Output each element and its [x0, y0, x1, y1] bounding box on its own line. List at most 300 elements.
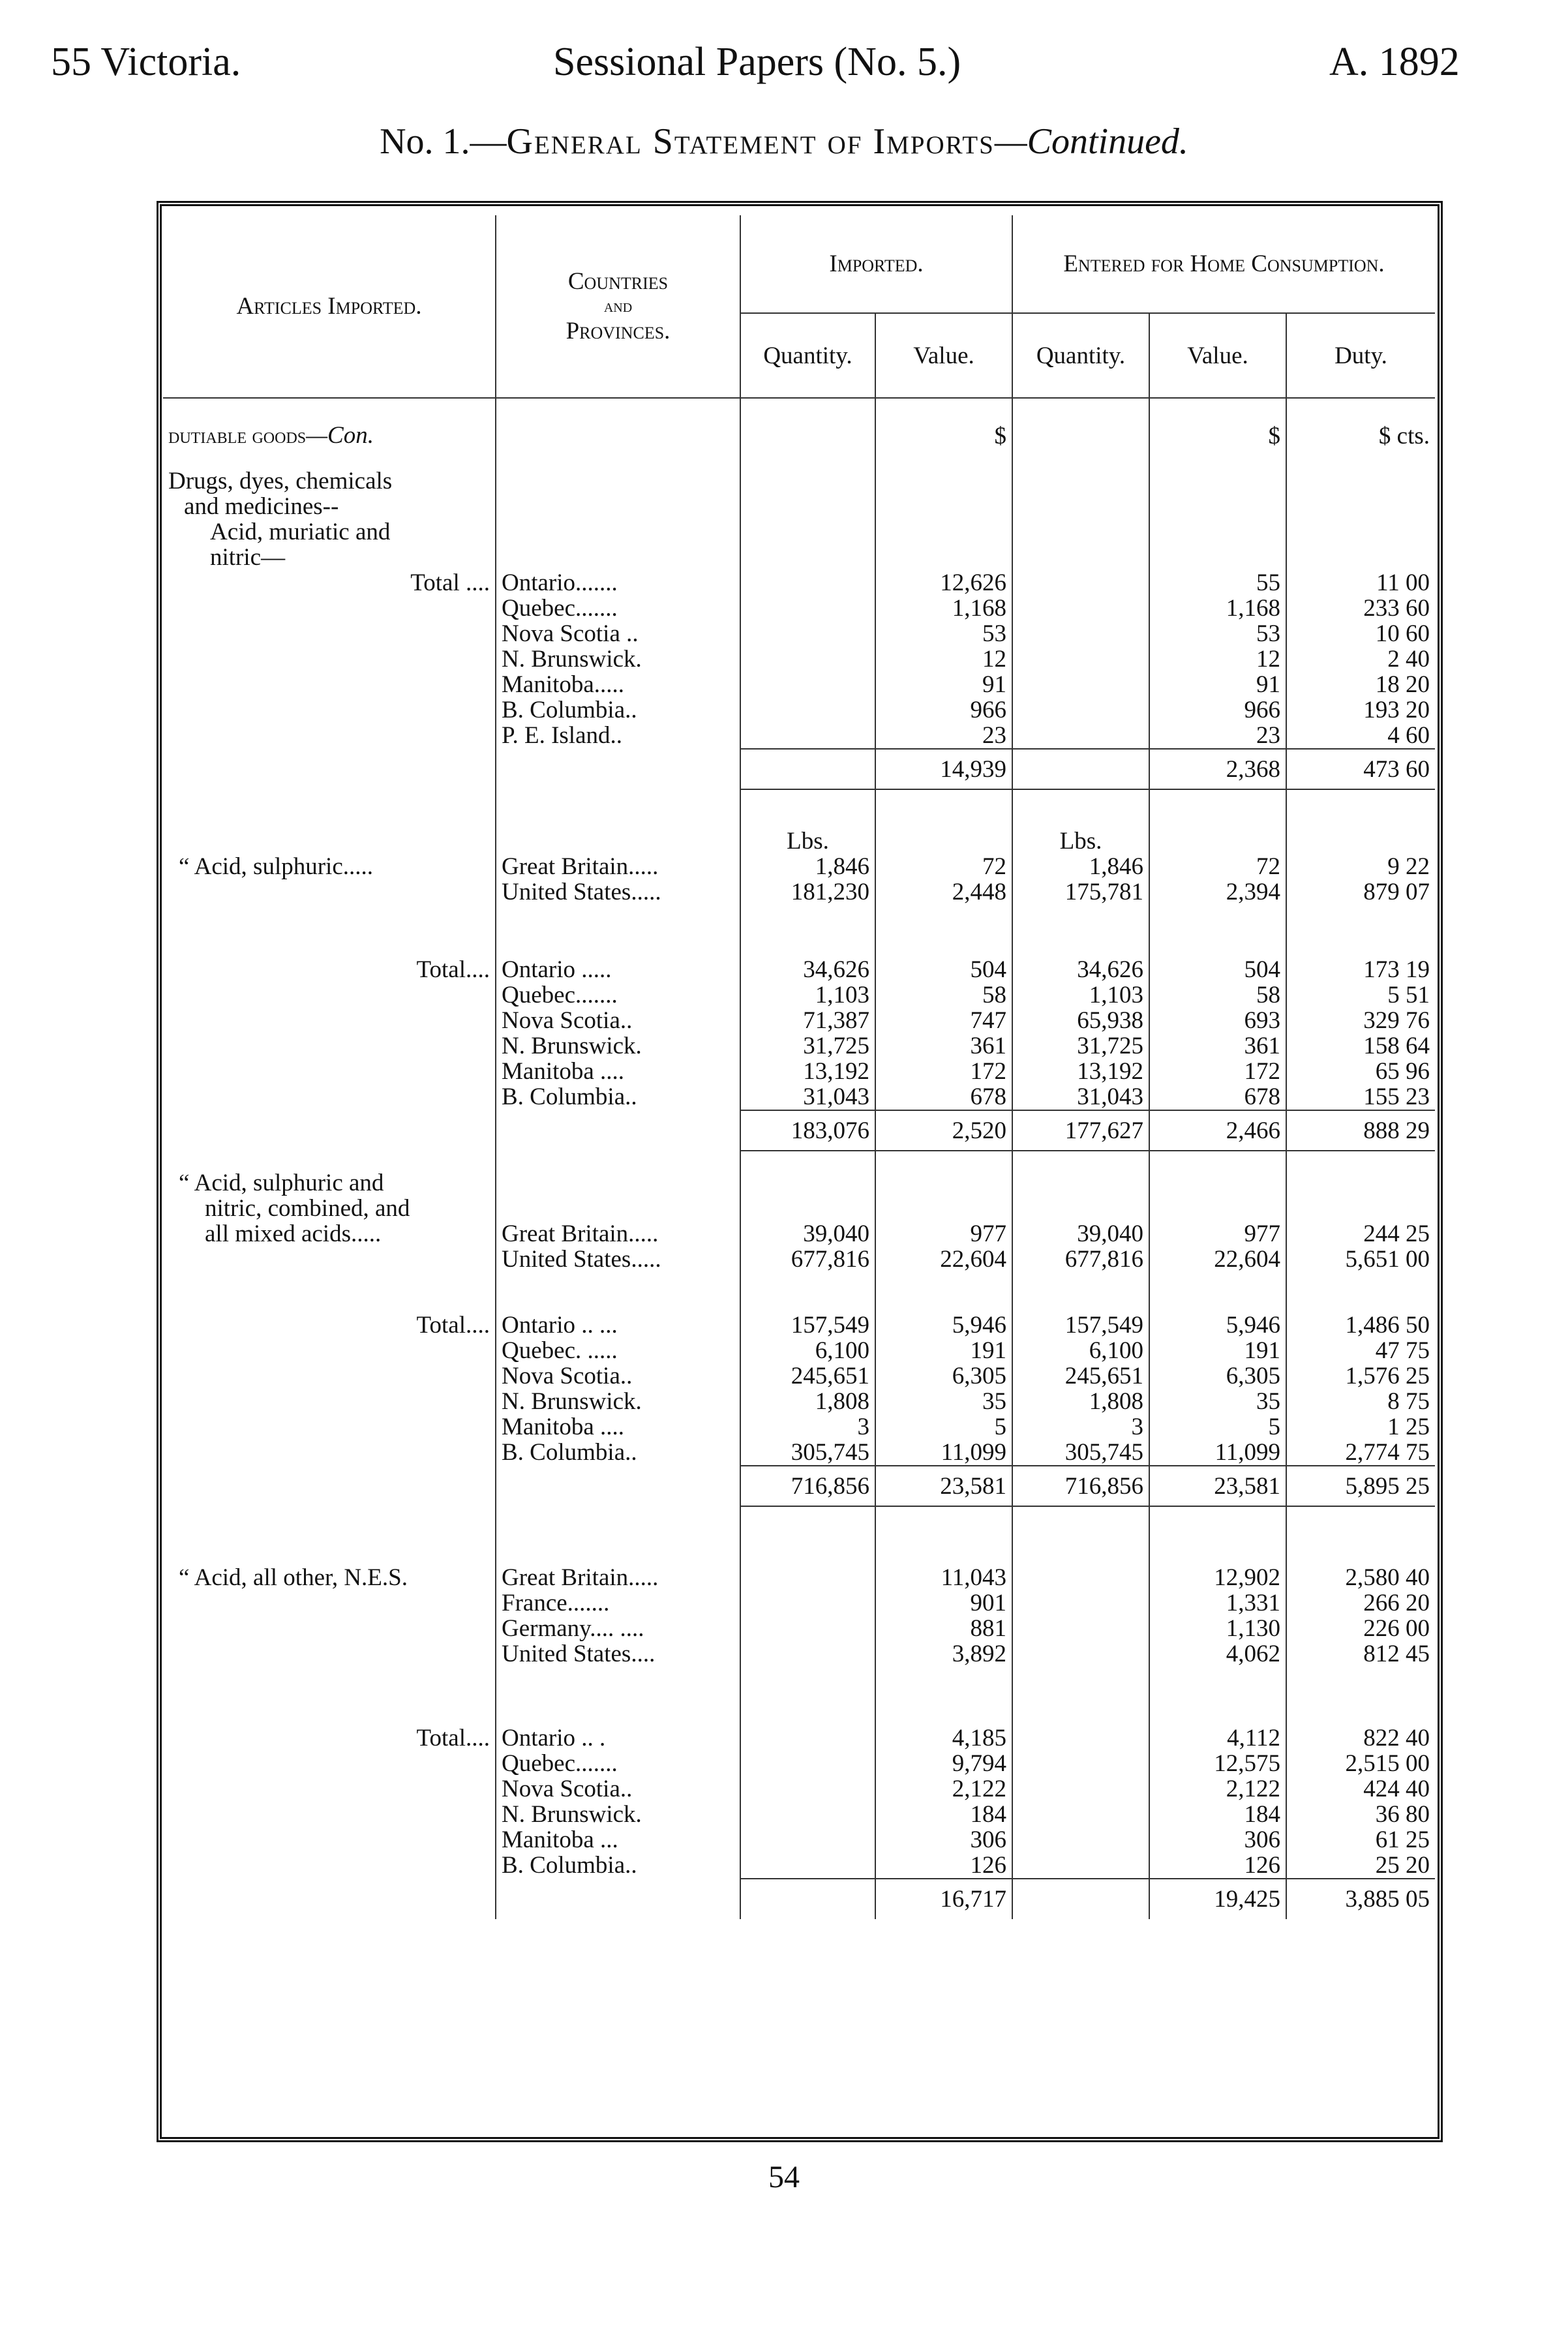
table-cell: 19,425 [1149, 1879, 1286, 1919]
table-row [163, 879, 1435, 905]
table-cell [1012, 398, 1149, 449]
table-cell: 53 [1149, 621, 1286, 646]
table-cell: 2,466 [1149, 1110, 1286, 1151]
table-cell [1012, 697, 1149, 723]
table-row [163, 646, 1435, 672]
table-cell: 22,604 [1149, 1247, 1286, 1272]
table-cell [740, 1827, 875, 1853]
table-cell [1286, 1170, 1435, 1196]
table-cell [1286, 1667, 1435, 1725]
table-cell [163, 982, 496, 1008]
table-cell [163, 1110, 496, 1151]
table-cell: 22,604 [875, 1247, 1012, 1272]
sulphuric-total-row [163, 1110, 1435, 1151]
table-cell: 126 [1149, 1853, 1286, 1879]
table-cell: 4,185 [875, 1725, 1012, 1751]
table-cell: Great Britain..... [496, 1221, 740, 1247]
table-cell [163, 1853, 496, 1879]
table-cell: Great Britain..... [496, 854, 740, 879]
table-cell: Total.... [416, 1725, 490, 1751]
table-cell [740, 1272, 875, 1312]
table-cell [163, 449, 496, 468]
table-cell: 23,581 [875, 1466, 1012, 1506]
table-cell: 266 20 [1286, 1590, 1435, 1616]
table-cell [1012, 749, 1149, 789]
table-cell [496, 449, 740, 468]
table-cell: 18 20 [1286, 672, 1435, 697]
table-cell: 191 [1149, 1338, 1286, 1363]
table-cell: 12,902 [1149, 1565, 1286, 1590]
total-label: Total .... [410, 570, 490, 596]
table-cell [163, 1059, 496, 1084]
table-cell: 812 45 [1286, 1641, 1435, 1667]
table-cell: 184 [1149, 1802, 1286, 1827]
table-cell: 879 07 [1286, 879, 1435, 905]
table-cell: 5,946 [875, 1312, 1012, 1338]
table-cell: 977 [875, 1221, 1012, 1247]
table-cell: B. Columbia.. [496, 1084, 740, 1110]
table-cell [740, 570, 875, 596]
table-cell: N. Brunswick. [496, 1802, 740, 1827]
table-cell: 1,103 [1012, 982, 1149, 1008]
table-cell: Germany.... .... [496, 1616, 740, 1641]
table-cell [740, 1151, 875, 1170]
table-cell [875, 468, 1012, 570]
page-number: 54 [768, 2160, 800, 2194]
table-cell [740, 697, 875, 723]
table-row [163, 596, 1435, 621]
table-cell [1286, 468, 1435, 570]
table-row [163, 982, 1435, 1008]
table-cell [1012, 596, 1149, 621]
table-cell [163, 1151, 496, 1170]
table-cell: B. Columbia.. [496, 697, 740, 723]
table-cell: 157,549 [740, 1312, 875, 1338]
table-cell: 6,100 [740, 1338, 875, 1363]
table-cell [496, 1196, 740, 1221]
table-cell: 226 00 [1286, 1616, 1435, 1641]
page-header [51, 39, 1460, 98]
table-cell: 245,651 [740, 1363, 875, 1389]
table-cell: Nova Scotia.. [496, 1776, 740, 1802]
table-cell [875, 1667, 1012, 1725]
table-cell [740, 672, 875, 697]
table-cell: N. Brunswick. [496, 1033, 740, 1059]
article-other: “ Acid, all other, N.E.S. [179, 1565, 408, 1590]
table-cell: 5 [875, 1414, 1012, 1440]
table-cell: United States.... [496, 1641, 740, 1667]
table-row [163, 1247, 1435, 1272]
table-cell [740, 1776, 875, 1802]
table-cell [875, 1506, 1012, 1565]
table-cell [1286, 905, 1435, 957]
table-cell: 13,192 [1012, 1059, 1149, 1084]
table-cell: 31,725 [1012, 1033, 1149, 1059]
table-cell [1012, 1506, 1149, 1565]
table-cell [163, 1667, 496, 1725]
table-cell [1149, 828, 1286, 854]
table-cell: 172 [1149, 1059, 1286, 1084]
table-cell: Quebec. ..... [496, 1338, 740, 1363]
table-cell: 4,112 [1149, 1725, 1286, 1751]
table-cell [740, 1170, 875, 1196]
table-cell: 9 22 [1286, 854, 1435, 879]
table-cell [496, 398, 740, 449]
table-cell [163, 1338, 496, 1363]
table-cell [163, 1033, 496, 1059]
table-cell: 716,856 [1012, 1466, 1149, 1506]
unit-value: $ [875, 398, 1012, 449]
table-cell [163, 828, 496, 854]
table-cell [163, 789, 496, 828]
table-cell: N. Brunswick. [496, 646, 740, 672]
table-cell: 504 [1149, 957, 1286, 982]
table-cell: 2,122 [875, 1776, 1012, 1802]
table-cell: 5,895 25 [1286, 1466, 1435, 1506]
table-cell: 91 [875, 672, 1012, 697]
table-cell: 23,581 [1149, 1466, 1286, 1506]
table-cell: 716,856 [740, 1466, 875, 1506]
table-cell: Manitoba .... [496, 1414, 740, 1440]
table-row [163, 1641, 1435, 1667]
mixed-total-row [163, 1466, 1435, 1506]
table-cell: 191 [875, 1338, 1012, 1363]
table-cell [163, 1363, 496, 1389]
other-total-row [163, 1879, 1435, 1919]
col-countries: Countries and Provinces. [496, 215, 740, 398]
table-cell: 1,486 50 [1286, 1312, 1435, 1338]
table-cell [875, 1151, 1012, 1170]
table-cell: 55 [1149, 570, 1286, 596]
table-cell [163, 1879, 496, 1919]
table-cell [496, 1879, 740, 1919]
muriatic-total-row [163, 749, 1435, 789]
table-cell [1286, 1506, 1435, 1565]
table-cell [1012, 621, 1149, 646]
table-cell [1012, 1170, 1149, 1196]
table-row [163, 854, 1435, 879]
table-cell: 4,062 [1149, 1641, 1286, 1667]
table-cell: 1,808 [740, 1389, 875, 1414]
table-cell [163, 1641, 496, 1667]
table-cell [1149, 1272, 1286, 1312]
table-cell [163, 646, 496, 672]
table-cell: all mixed acids..... [205, 1221, 382, 1247]
table-cell [740, 1853, 875, 1879]
table-cell: 5,946 [1149, 1312, 1286, 1338]
table-row [163, 1853, 1435, 1879]
col-quantity-2: Quantity. [1012, 313, 1149, 398]
table-cell [1149, 468, 1286, 570]
section-row [163, 398, 1435, 449]
table-cell: 306 [875, 1827, 1012, 1853]
table-cell: 233 60 [1286, 596, 1435, 621]
table-cell [875, 1272, 1012, 1312]
table-cell: 1,576 25 [1286, 1363, 1435, 1389]
table-cell: 1,846 [740, 854, 875, 879]
table-cell [1012, 468, 1149, 570]
table-cell: 39,040 [740, 1221, 875, 1247]
table-cell [740, 621, 875, 646]
table-cell: Nova Scotia .. [496, 621, 740, 646]
table-row [163, 1725, 1435, 1751]
table-cell: 881 [875, 1616, 1012, 1641]
table-row [163, 1221, 1435, 1247]
table-cell: 11,099 [1149, 1440, 1286, 1466]
table-row [163, 1338, 1435, 1363]
table-cell: 693 [1149, 1008, 1286, 1033]
table-cell: 1,168 [1149, 596, 1286, 621]
table-cell: 329 76 [1286, 1008, 1435, 1033]
table-cell [1012, 723, 1149, 749]
table-cell [1149, 1196, 1286, 1221]
table-row [163, 1616, 1435, 1641]
table-cell [740, 398, 875, 449]
table-cell [496, 1506, 740, 1565]
table-row [163, 1059, 1435, 1084]
table-cell [740, 723, 875, 749]
table-cell [740, 1196, 875, 1221]
table-cell: 2,394 [1149, 879, 1286, 905]
table-cell [1286, 828, 1435, 854]
table-cell [740, 905, 875, 957]
table-cell: United States..... [496, 1247, 740, 1272]
table-cell: 177,627 [1012, 1110, 1149, 1151]
table-cell: 4 60 [1286, 723, 1435, 749]
table-cell [740, 1641, 875, 1667]
table-cell: Nova Scotia.. [496, 1008, 740, 1033]
table-cell [496, 749, 740, 789]
table-cell [1012, 1151, 1149, 1170]
muriatic-heading [163, 468, 1435, 570]
table-cell [740, 1725, 875, 1751]
table-cell [496, 789, 740, 828]
table-cell [1012, 646, 1149, 672]
table-cell [740, 1802, 875, 1827]
table-cell: 36 80 [1286, 1802, 1435, 1827]
table-cell: 58 [1149, 982, 1286, 1008]
table-cell [875, 905, 1012, 957]
table-cell [1012, 570, 1149, 596]
table-cell: 47 75 [1286, 1338, 1435, 1363]
table-cell [163, 1389, 496, 1414]
col-value-2: Value. [1149, 313, 1286, 398]
table-row [163, 1312, 1435, 1338]
table-cell: 966 [1149, 697, 1286, 723]
table-cell: 6,100 [1012, 1338, 1149, 1363]
table-cell: N. Brunswick. [496, 1389, 740, 1414]
sulphuric-unit-row [163, 828, 1435, 854]
table-cell [1286, 1196, 1435, 1221]
table-cell [163, 1440, 496, 1466]
table-cell [496, 1110, 740, 1151]
table-cell: P. E. Island.. [496, 723, 740, 749]
table-cell: 306 [1149, 1827, 1286, 1853]
table-cell [1012, 1590, 1149, 1616]
table-cell: 245,651 [1012, 1363, 1149, 1389]
table-cell [1149, 449, 1286, 468]
section-label: dutiable goods—Con. [168, 422, 374, 449]
table-cell: United States..... [496, 879, 740, 905]
table-cell: 677,816 [740, 1247, 875, 1272]
table-cell [163, 1802, 496, 1827]
table-cell [163, 1616, 496, 1641]
table-cell: 504 [875, 957, 1012, 982]
table-cell [163, 1827, 496, 1853]
table-cell: 91 [1149, 672, 1286, 697]
table-cell: 13,192 [740, 1059, 875, 1084]
table-cell [163, 1506, 496, 1565]
table-cell: Lbs. [740, 828, 875, 854]
table-cell: 155 23 [1286, 1084, 1435, 1110]
table-cell: 6,305 [1149, 1363, 1286, 1389]
table-cell: 23 [1149, 723, 1286, 749]
table-cell: 31,043 [1012, 1084, 1149, 1110]
table-cell [1012, 1616, 1149, 1641]
col-duty: Duty. [1286, 313, 1435, 398]
table-cell: Manitoba..... [496, 672, 740, 697]
table-cell [875, 1170, 1012, 1196]
table-cell [1149, 1506, 1286, 1565]
table-cell: Ontario ..... [496, 957, 740, 982]
table-cell: 184 [875, 1802, 1012, 1827]
imports-table [163, 215, 1435, 1919]
table-cell: “ Acid, sulphuric and [179, 1170, 384, 1196]
page-title: No. 1.—General Statement of Imports—Continued. [380, 121, 1188, 162]
table-cell: Drugs, dyes, chemicals and medicines-- Acid, muriatic and nitric— [168, 468, 393, 570]
table-cell [740, 1616, 875, 1641]
table-cell: Ontario....... [496, 570, 740, 596]
table-row [163, 1033, 1435, 1059]
table-cell: 2,122 [1149, 1776, 1286, 1802]
table-cell [1012, 905, 1149, 957]
table-cell: Quebec....... [496, 1751, 740, 1776]
table-cell: Nova Scotia.. [496, 1363, 740, 1389]
col-quantity: Quantity. [740, 313, 875, 398]
table-row [163, 1827, 1435, 1853]
table-cell [163, 1590, 496, 1616]
table-cell: 3,892 [875, 1641, 1012, 1667]
table-cell: 747 [875, 1008, 1012, 1033]
table-cell: 2,448 [875, 879, 1012, 905]
table-cell: Great Britain..... [496, 1565, 740, 1590]
table-cell: 34,626 [1012, 957, 1149, 982]
table-row [163, 621, 1435, 646]
table-cell: 1,103 [740, 982, 875, 1008]
col-entered: Entered for Home Consumption. [1012, 215, 1435, 313]
table-cell: 3 [740, 1414, 875, 1440]
table-cell: 2,368 [1149, 749, 1286, 789]
col-articles: Articles Imported. [163, 215, 496, 398]
table-cell: 58 [875, 982, 1012, 1008]
table-cell: 34,626 [740, 957, 875, 982]
table-cell [163, 697, 496, 723]
table-cell [163, 723, 496, 749]
table-cell [163, 1272, 496, 1312]
table-cell: B. Columbia.. [496, 1853, 740, 1879]
table-cell: 12,626 [875, 570, 1012, 596]
table-cell [1012, 1667, 1149, 1725]
header-row-1 [163, 215, 1435, 313]
table-cell: 1,331 [1149, 1590, 1286, 1616]
table-cell: 31,043 [740, 1084, 875, 1110]
table-cell: Manitoba ... [496, 1827, 740, 1853]
table-cell: 1,168 [875, 596, 1012, 621]
table-cell: 10 60 [1286, 621, 1435, 646]
table-cell: B. Columbia.. [496, 1440, 740, 1466]
table-cell: 6,305 [875, 1363, 1012, 1389]
table-cell [1012, 789, 1149, 828]
table-cell [496, 905, 740, 957]
table-cell: 888 29 [1286, 1110, 1435, 1151]
table-cell [1149, 1151, 1286, 1170]
header-papers: Sessional Papers (No. 5.) [553, 40, 961, 84]
table-cell: 65,938 [1012, 1008, 1149, 1033]
table-cell: 25 20 [1286, 1853, 1435, 1879]
table-cell: Ontario .. ... [496, 1312, 740, 1338]
table-row [163, 1440, 1435, 1466]
table-cell [1286, 449, 1435, 468]
table-cell [496, 1466, 740, 1506]
table-cell [1286, 789, 1435, 828]
table-row [163, 723, 1435, 749]
table-cell: 1,846 [1012, 854, 1149, 879]
table-cell: 126 [875, 1853, 1012, 1879]
table-cell [496, 828, 740, 854]
table-cell: Total.... [416, 1312, 490, 1338]
table-cell: 2,580 40 [1286, 1565, 1435, 1590]
table-cell: 678 [1149, 1084, 1286, 1110]
table-cell: 11 00 [1286, 570, 1435, 596]
table-cell [1012, 1776, 1149, 1802]
table-cell [1149, 1170, 1286, 1196]
table-cell [740, 596, 875, 621]
table-cell: 678 [875, 1084, 1012, 1110]
table-cell: 72 [875, 854, 1012, 879]
table-cell: France....... [496, 1590, 740, 1616]
table-cell [1012, 1641, 1149, 1667]
table-cell [1012, 672, 1149, 697]
table-row [163, 957, 1435, 982]
table-cell [163, 1466, 496, 1506]
table-cell [740, 1506, 875, 1565]
table-cell [496, 1272, 740, 1312]
table-cell [1012, 449, 1149, 468]
table-cell [740, 1590, 875, 1616]
table-cell: 65 96 [1286, 1059, 1435, 1084]
table-cell: 677,816 [1012, 1247, 1149, 1272]
header-session: 55 Victoria. [51, 40, 241, 84]
table-cell: 1,808 [1012, 1389, 1149, 1414]
table-cell [1286, 1272, 1435, 1312]
table-row [163, 1389, 1435, 1414]
table-cell [163, 1084, 496, 1110]
table-cell [163, 1414, 496, 1440]
table-cell [1012, 1751, 1149, 1776]
table-cell: 11,099 [875, 1440, 1012, 1466]
table-cell [875, 828, 1012, 854]
table-cell [740, 1565, 875, 1590]
table-cell [740, 468, 875, 570]
table-cell: 305,745 [1012, 1440, 1149, 1466]
table-cell: 14,939 [875, 749, 1012, 789]
table-cell: 361 [1149, 1033, 1286, 1059]
table-row [163, 570, 1435, 596]
table-cell: 2,774 75 [1286, 1440, 1435, 1466]
mixed-heading [163, 1170, 1435, 1196]
table-cell: 12,575 [1149, 1751, 1286, 1776]
table-cell: Ontario .. . [496, 1725, 740, 1751]
